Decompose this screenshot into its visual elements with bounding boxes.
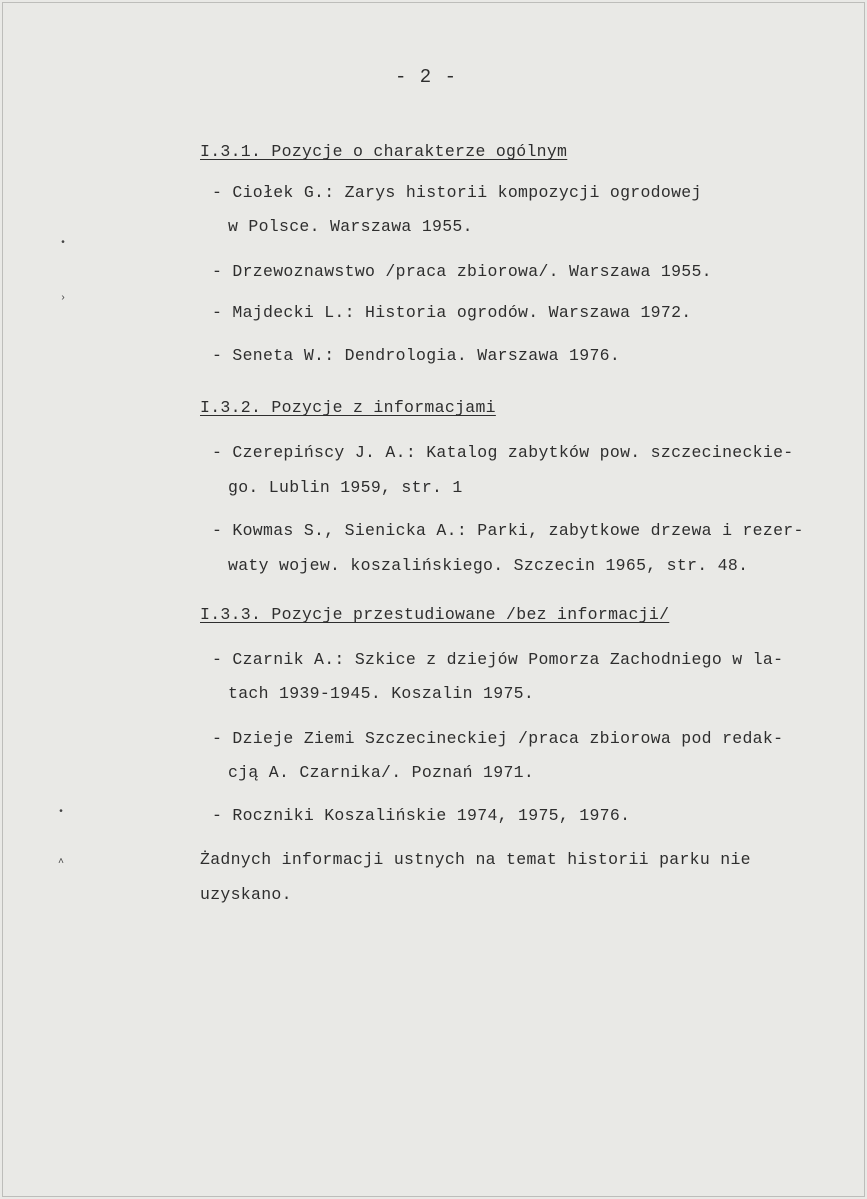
entry-line: - Czerepińscy J. A.: Katalog zabytków pow. szczecineckie- (212, 443, 794, 462)
page-number: - 2 - (395, 66, 458, 88)
section-heading-2: I.3.2. Pozycje z informacjami (200, 398, 496, 417)
scan-mark: • (60, 238, 67, 249)
entry-line: w Polsce. Warszawa 1955. (228, 217, 473, 236)
closing-note: Żadnych informacji ustnych na temat historii parku nie (200, 850, 751, 869)
scan-mark: ˄ (58, 857, 65, 868)
page-border (2, 2, 865, 1197)
entry-line: - Seneta W.: Dendrologia. Warszawa 1976. (212, 346, 621, 365)
section-heading-1: I.3.1. Pozycje o charakterze ogólnym (200, 142, 568, 161)
section-heading-3: I.3.3. Pozycje przestudiowane /bez informacji/ (200, 605, 670, 624)
entry-line: go. Lublin 1959, str. 1 (228, 478, 463, 497)
entry-line: - Kowmas S., Sienicka A.: Parki, zabytkowe drzewa i rezer- (212, 521, 804, 540)
scan-mark: › (60, 293, 67, 304)
entry-line: - Roczniki Koszalińskie 1974, 1975, 1976. (212, 806, 631, 825)
entry-line: - Majdecki L.: Historia ogrodów. Warszawa 1972. (212, 303, 692, 322)
entry-line: - Drzewoznawstwo /praca zbiorowa/. Warszawa 1955. (212, 262, 712, 281)
entry-line: tach 1939-1945. Koszalin 1975. (228, 684, 535, 703)
entry-line: - Dzieje Ziemi Szczecineckiej /praca zbiorowa pod redak- (212, 729, 784, 748)
entry-line: - Ciołek G.: Zarys historii kompozycji ogrodowej (212, 183, 702, 202)
entry-line: waty wojew. koszalińskiego. Szczecin 1965, str. 48. (228, 556, 749, 575)
closing-note: uzyskano. (200, 885, 292, 904)
scan-mark: • (58, 807, 65, 818)
entry-line: - Czarnik A.: Szkice z dziejów Pomorza Zachodniego w la- (212, 650, 784, 669)
entry-line: cją A. Czarnika/. Poznań 1971. (228, 763, 535, 782)
